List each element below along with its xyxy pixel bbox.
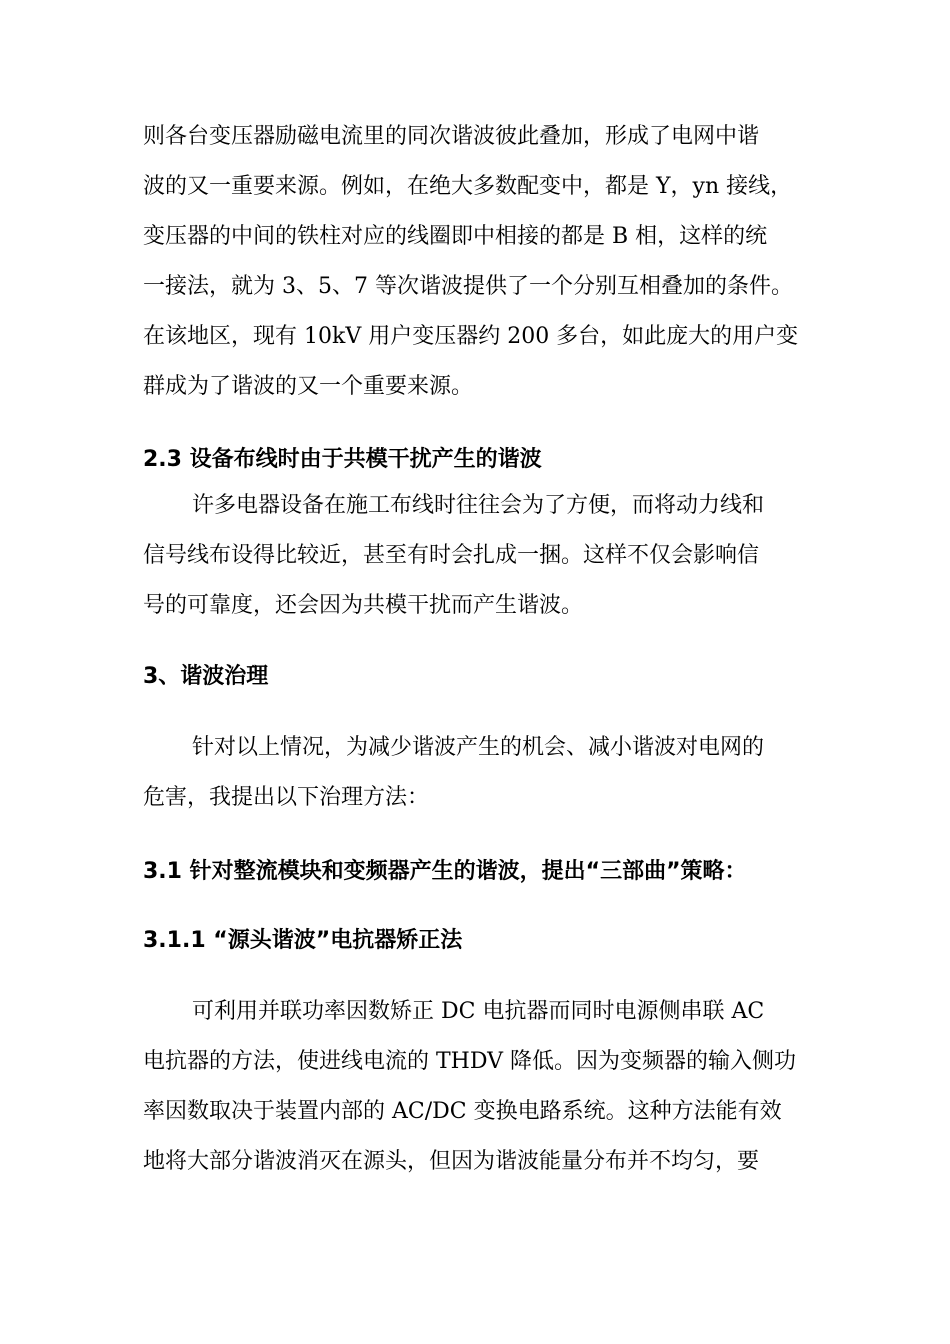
paragraph-line: 信号线布设得比较近，甚至有时会扎成一捆。这样不仅会影响信 xyxy=(143,543,760,568)
paragraph-line: 在该地区，现有 10kV 用户变压器约 200 多台，如此庞大的用户变 xyxy=(143,324,799,349)
paragraph-line: 可利用并联功率因数矫正 DC 电抗器而同时电源侧串联 AC xyxy=(192,999,765,1024)
paragraph-line: 号的可靠度，还会因为共模干扰而产生谐波。 xyxy=(143,593,584,618)
section-heading-3-1-1: 3.1.1 “源头谐波”电抗器矫正法 xyxy=(143,928,463,953)
paragraph-line: 率因数取决于装置内部的 AC/DC 变换电路系统。这种方法能有效 xyxy=(143,1099,782,1124)
paragraph-line: 群成为了谐波的又一个重要来源。 xyxy=(143,374,474,399)
paragraph-line: 变压器的中间的铁柱对应的线圈即中相接的都是 B 相，这样的统 xyxy=(143,224,768,249)
paragraph-line: 波的又一重要来源。例如，在绝大多数配变中，都是 Y，yn 接线， xyxy=(143,174,793,199)
paragraph-line: 地将大部分谐波消灭在源头，但因为谐波能量分布并不均匀，要 xyxy=(143,1149,760,1174)
paragraph-line: 针对以上情况，为减少谐波产生的机会、减小谐波对电网的 xyxy=(192,735,765,760)
section-heading-3: 3、谐波治理 xyxy=(143,664,269,689)
paragraph-line: 许多电器设备在施工布线时往往会为了方便，而将动力线和 xyxy=(192,493,765,518)
paragraph-line: 危害，我提出以下治理方法： xyxy=(143,785,430,810)
section-heading-2-3: 2.3 设备布线时由于共模干扰产生的谐波 xyxy=(143,447,542,472)
paragraph-line: 则各台变压器励磁电流里的同次谐波彼此叠加，形成了电网中谐 xyxy=(143,124,760,149)
paragraph-line: 电抗器的方法，使进线电流的 THDV 降低。因为变频器的输入侧功 xyxy=(143,1049,796,1074)
section-heading-3-1: 3.1 针对整流模块和变频器产生的谐波，提出“三部曲”策略： xyxy=(143,859,747,884)
paragraph-line: 一接法，就为 3、5、7 等次谐波提供了一个分别互相叠加的条件。 xyxy=(143,274,793,299)
